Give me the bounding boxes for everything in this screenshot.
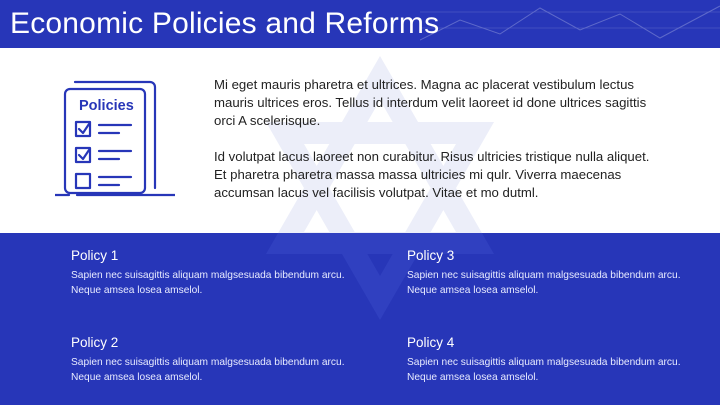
- policies-section: [0, 233, 720, 405]
- policy-description: Sapien nec suisagittis aliquam malgsesuada bibendum arcu. Neque amsea losea amselol.: [407, 357, 681, 383]
- title-bar: [0, 0, 720, 48]
- policy-description: Sapien nec suisagittis aliquam malgsesuada bibendum arcu. Neque amsea losea amselol.: [71, 270, 345, 296]
- intro-paragraph-2: Id volutpat lacus laoreet non curabitur. Risus ultricies tristique nulla aliquet. Et pharetra pharetra massa massa ultricies mi qulr. Viverra maecenas accumsan lacus vel facilisis volutpat. Vitae et mo dutml.: [214, 149, 650, 200]
- policy-card-4: [407, 335, 707, 385]
- policy-title: Policy 3: [407, 248, 455, 263]
- policy-title: Policy 1: [71, 248, 119, 263]
- policy-title: Policy 4: [407, 335, 455, 350]
- policy-card-2: [71, 335, 371, 385]
- policy-card-3: [407, 248, 707, 298]
- intro-section: [0, 48, 720, 233]
- policy-title: Policy 2: [71, 335, 119, 350]
- chart-decoration-icon: [420, 0, 720, 48]
- policy-description: Sapien nec suisagittis aliquam malgsesuada bibendum arcu. Neque amsea losea amselol.: [407, 270, 681, 296]
- policies-icon-label: Policies: [79, 98, 134, 114]
- policy-description: Sapien nec suisagittis aliquam malgsesuada bibendum arcu. Neque amsea losea amselol.: [71, 357, 345, 383]
- policies-document-icon: [55, 76, 175, 201]
- intro-paragraph-1: Mi eget mauris pharetra et ultrices. Magna ac placerat vestibulum lectus mauris ultrices eros. Tellus id interdum velit laoreet id done ultrices sagittis orci A scelerisque.: [214, 77, 647, 128]
- page-title: Economic Policies and Reforms: [10, 7, 440, 40]
- policy-card-1: [71, 248, 371, 298]
